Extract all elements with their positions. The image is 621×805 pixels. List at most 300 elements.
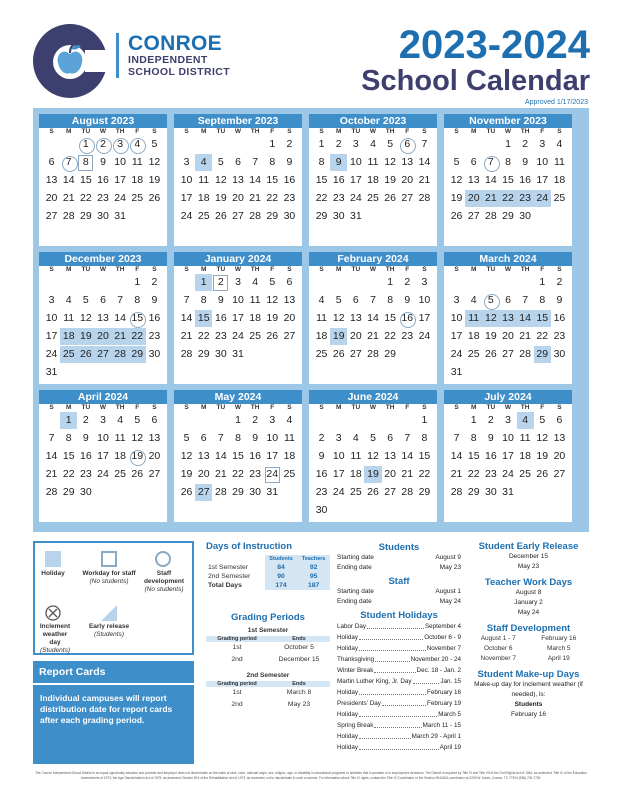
legend-staffdev-label: Staff development xyxy=(143,570,185,585)
page-title: School Calendar xyxy=(361,65,590,97)
weekday-header xyxy=(39,266,167,274)
day-cell: 19 xyxy=(148,174,161,186)
month-title: June 2024 xyxy=(309,390,437,404)
holiday-date: March 29 - April 1 xyxy=(411,733,461,740)
day-grid xyxy=(444,136,572,226)
legend-early-sub: (Students) xyxy=(94,631,124,638)
day-cell: 31 xyxy=(45,366,58,378)
day-cell: 23 xyxy=(553,330,566,342)
day-cell: 15 xyxy=(80,174,92,186)
day-cell: 7 xyxy=(482,154,499,171)
day-cell: 15 xyxy=(232,450,244,462)
sd-date: October 6 xyxy=(483,645,513,652)
day-cell: 22 xyxy=(232,468,244,480)
weekday-label: M xyxy=(66,266,72,273)
month-calendar xyxy=(174,390,302,522)
weekday-label: M xyxy=(336,266,342,273)
students-end xyxy=(337,563,461,573)
empty-cell xyxy=(112,274,129,291)
period: 2nd xyxy=(231,656,243,663)
day-cell: 23 xyxy=(315,486,328,498)
day-cell: 4 xyxy=(65,294,72,306)
empty-cell xyxy=(94,274,111,291)
day-cell: 16 xyxy=(553,312,566,324)
day-cell: 30 xyxy=(519,210,531,222)
day-cell: 15 xyxy=(62,450,75,462)
empty-cell xyxy=(465,136,482,153)
weekday-label: TH xyxy=(520,266,530,273)
weekday-label: M xyxy=(471,266,477,273)
weekday-header xyxy=(39,404,167,412)
day-cell: 19 xyxy=(180,468,193,480)
day-cell: 2 xyxy=(252,414,259,426)
day-cell: 23 xyxy=(80,468,92,480)
day-cell: 14 xyxy=(180,312,193,324)
dot-leader xyxy=(359,731,411,739)
day-cell: 29 xyxy=(80,210,92,222)
weekday-label: TH xyxy=(520,404,530,411)
day-cell: 26 xyxy=(131,468,144,480)
table-row xyxy=(206,687,330,699)
day-cell: 10 xyxy=(450,312,463,324)
month-title: November 2023 xyxy=(444,114,572,128)
day-cell: 23 xyxy=(249,468,261,480)
dot-leader xyxy=(374,665,415,673)
day-cell: 20 xyxy=(148,450,161,462)
day-cell: 8 xyxy=(134,294,141,306)
day-cell: 21 xyxy=(482,190,499,207)
day-cell: 7 xyxy=(421,138,428,150)
day-cell: 12 xyxy=(536,432,549,444)
student-holidays-title: Student Holidays xyxy=(360,610,438,621)
day-cell: 14 xyxy=(517,310,534,327)
day-cell: 11 xyxy=(249,294,261,306)
day-cell: 3 xyxy=(235,276,241,288)
district-name xyxy=(116,33,230,78)
weekday-header xyxy=(174,128,302,136)
day-cell: 7 xyxy=(453,432,460,444)
day-cell: 28 xyxy=(401,486,414,498)
day-cell: 7 xyxy=(48,432,55,444)
day-cell: 19 xyxy=(215,192,227,204)
day-cell: 30 xyxy=(332,210,345,222)
staff-start xyxy=(337,587,461,597)
day-cell: 27 xyxy=(94,346,111,363)
day-cell: 28 xyxy=(519,348,531,360)
day-cell: 15 xyxy=(315,174,328,186)
weekday-label: W xyxy=(99,266,107,273)
day-cell: 23 xyxy=(332,192,345,204)
day-cell: 8 xyxy=(470,432,477,444)
holiday-name: Holiday xyxy=(337,711,358,718)
empty-cell xyxy=(178,274,195,291)
holiday-name: Holiday xyxy=(337,634,358,641)
day-cell: 12 xyxy=(215,174,227,186)
day-cell: 30 xyxy=(80,486,92,498)
day-cell: 25 xyxy=(249,330,261,342)
day-cell: 21 xyxy=(367,330,379,342)
empty-cell xyxy=(212,136,229,153)
day-cell: 16 xyxy=(215,312,227,324)
legend-inclement xyxy=(37,623,73,655)
day-cell: 3 xyxy=(100,414,106,426)
day-cell: 10 xyxy=(332,450,345,462)
weekday-label: TU xyxy=(216,266,226,273)
day-cell: 7 xyxy=(217,432,224,444)
day-cell: 22 xyxy=(384,330,396,342)
day-cell: 28 xyxy=(485,210,497,222)
ends: December 15 xyxy=(278,656,320,663)
day-cell: 12 xyxy=(131,432,144,444)
day-cell: 26 xyxy=(536,468,549,480)
day-cell: 4 xyxy=(318,294,325,306)
instruction-table xyxy=(206,555,330,590)
day-cell: 20 xyxy=(94,328,111,345)
day-cell: 20 xyxy=(553,450,566,462)
day-cell: 31 xyxy=(266,486,279,498)
day-cell: 29 xyxy=(467,486,480,498)
month-calendar xyxy=(444,252,572,384)
day-cell: 13 xyxy=(499,310,516,327)
day-cell: 17 xyxy=(502,450,514,462)
day-cell: 8 xyxy=(200,294,207,306)
day-cell: 27 xyxy=(384,486,396,498)
day-cell: 4 xyxy=(286,414,293,426)
day-cell: 6 xyxy=(235,156,241,168)
weekday-header xyxy=(444,128,572,136)
day-cell: 13 xyxy=(553,432,566,444)
day-cell: 26 xyxy=(367,486,379,498)
holiday-list xyxy=(337,621,461,753)
students-header: Students xyxy=(265,555,297,563)
day-cell: 1 xyxy=(77,136,94,153)
day-cell: 26 xyxy=(215,210,227,222)
day-cell: 10 xyxy=(45,312,58,324)
day-cell: 27 xyxy=(232,210,244,222)
students-title: Students xyxy=(378,542,420,553)
weekday-label: W xyxy=(504,404,512,411)
holiday-row xyxy=(337,731,461,742)
legend-holiday: Holiday xyxy=(41,570,65,577)
day-cell: 29 xyxy=(232,486,244,498)
day-cell: 25 xyxy=(60,346,77,363)
staff-end xyxy=(337,597,461,607)
weekday-label: F xyxy=(405,128,410,135)
day-cell: 18 xyxy=(114,450,126,462)
ends: October 5 xyxy=(284,644,314,651)
day-cell: 1 xyxy=(235,414,241,426)
day-cell: 9 xyxy=(318,450,325,462)
day-cell: 4 xyxy=(129,136,146,153)
weekday-label: TH xyxy=(250,266,260,273)
weekday-label: S xyxy=(454,404,459,411)
day-cell: 11 xyxy=(316,312,328,324)
day-grid xyxy=(39,412,167,502)
day-cell: 25 xyxy=(315,348,328,360)
day-cell: 14 xyxy=(367,312,379,324)
day-cell: 16 xyxy=(80,450,92,462)
weekday-label: M xyxy=(471,404,477,411)
day-cell: 1 xyxy=(470,414,477,426)
holiday-date: Dec. 18 - Jan. 2 xyxy=(416,667,461,674)
day-cell: 4 xyxy=(352,432,359,444)
weekday-header xyxy=(444,404,572,412)
weekday-label: S xyxy=(287,128,292,135)
month-title: February 2024 xyxy=(309,252,437,266)
grading-period-header: Grading period xyxy=(217,636,257,642)
day-cell: 21 xyxy=(112,328,129,345)
empty-cell xyxy=(178,136,195,153)
weekday-label: S xyxy=(454,128,459,135)
grading-periods-title: Grading Periods xyxy=(231,612,305,623)
month-title: April 2024 xyxy=(39,390,167,404)
weekday-label: TH xyxy=(250,404,260,411)
day-cell: 22 xyxy=(536,330,549,342)
day-cell: 7 xyxy=(404,432,411,444)
day-cell: 25 xyxy=(131,192,144,204)
day-cell: 6 xyxy=(505,294,511,306)
teachers-header: Teachers xyxy=(297,555,330,563)
day-cell: 3 xyxy=(539,138,546,150)
day-cell: 29 xyxy=(266,210,279,222)
day-cell: 16 xyxy=(283,174,296,186)
table-row xyxy=(206,563,330,572)
day-cell: 26 xyxy=(148,192,161,204)
holiday-row xyxy=(337,720,461,731)
day-cell: 30 xyxy=(485,486,497,498)
day-cell: 29 xyxy=(129,346,146,363)
day-cell: 5 xyxy=(335,294,342,306)
day-cell: 31 xyxy=(502,486,514,498)
weekday-label: W xyxy=(504,128,512,135)
weekday-label: F xyxy=(540,404,545,411)
day-grid xyxy=(444,412,572,502)
day-cell: 24 xyxy=(232,330,244,342)
day-cell: 17 xyxy=(45,330,58,342)
day-cell: 15 xyxy=(266,174,279,186)
ends-header: Ends xyxy=(292,681,306,687)
weekday-label: F xyxy=(405,404,410,411)
day-cell: 12 xyxy=(332,312,345,324)
day-cell: 19 xyxy=(485,330,497,342)
day-cell: 31 xyxy=(350,210,362,222)
day-cell: 17 xyxy=(97,450,109,462)
day-cell: 21 xyxy=(45,468,58,480)
empty-cell xyxy=(212,412,229,429)
day-cell: 14 xyxy=(485,174,497,186)
holiday-row xyxy=(337,621,461,632)
day-cell: 8 xyxy=(387,294,394,306)
inclement-weather-icon xyxy=(45,605,61,621)
day-cell: 8 xyxy=(539,294,546,306)
dot-leader xyxy=(413,676,440,684)
holiday-name: Martin Luther King, Jr. Day xyxy=(337,678,412,685)
staff-development-dates xyxy=(468,634,589,664)
weekday-label: TU xyxy=(486,128,496,135)
day-cell: 17 xyxy=(418,312,431,324)
day-cell: 28 xyxy=(62,210,75,222)
holiday-date: February 19 xyxy=(427,700,461,707)
teachers-count: 92 xyxy=(297,563,330,572)
day-cell: 4 xyxy=(370,138,376,150)
weekday-label: S xyxy=(184,266,189,273)
day-cell: 1 xyxy=(195,274,212,291)
day-cell: 10 xyxy=(418,294,431,306)
day-cell: 1 xyxy=(539,276,546,288)
weekday-label: S xyxy=(557,266,562,273)
empty-cell xyxy=(517,274,534,291)
day-cell: 16 xyxy=(249,450,261,462)
day-cell: 2 xyxy=(212,274,229,291)
day-cell: 22 xyxy=(266,192,279,204)
day-cell: 26 xyxy=(384,192,396,204)
weekday-label: TU xyxy=(81,266,91,273)
weekday-label: S xyxy=(422,404,427,411)
day-grid xyxy=(309,136,437,226)
day-cell: 16 xyxy=(519,174,531,186)
day-cell: 3 xyxy=(335,432,342,444)
empty-cell xyxy=(330,274,347,291)
day-cell: 28 xyxy=(180,348,193,360)
holiday-name: Holiday xyxy=(337,733,358,740)
day-cell: 8 xyxy=(269,156,276,168)
day-cell: 6 xyxy=(387,432,394,444)
day-cell: 5 xyxy=(482,292,499,309)
month-calendar xyxy=(39,390,167,522)
day-cell: 10 xyxy=(266,432,279,444)
day-cell: 27 xyxy=(401,192,414,204)
weekday-label: TH xyxy=(385,404,395,411)
day-cell: 13 xyxy=(384,450,396,462)
day-cell: 14 xyxy=(418,156,431,168)
month-calendar xyxy=(444,114,572,246)
month-title: December 2023 xyxy=(39,252,167,266)
dot-leader xyxy=(359,687,426,695)
day-cell: 5 xyxy=(134,414,141,426)
day-cell: 8 xyxy=(65,432,72,444)
day-cell: 6 xyxy=(556,414,563,426)
day-cell: 18 xyxy=(519,450,531,462)
day-cell: 31 xyxy=(450,366,463,378)
day-cell: 15 xyxy=(418,450,431,462)
day-cell: 21 xyxy=(519,330,531,342)
holiday-date: February 16 xyxy=(427,689,461,696)
day-cell: 7 xyxy=(252,156,259,168)
holiday-row xyxy=(337,742,461,753)
value: May 23 xyxy=(439,564,461,571)
weekday-label: TU xyxy=(81,128,91,135)
weekday-label: F xyxy=(135,404,140,411)
makeup-days-title: Student Make-up Days xyxy=(477,669,580,680)
day-cell: 4 xyxy=(517,412,534,429)
empty-cell xyxy=(195,136,212,153)
calendar-panel xyxy=(33,108,589,532)
day-cell: 18 xyxy=(553,174,566,186)
weekday-header xyxy=(309,404,437,412)
day-cell: 17 xyxy=(350,174,362,186)
day-cell: 11 xyxy=(367,156,379,168)
empty-cell xyxy=(364,274,381,291)
weekday-label: M xyxy=(336,128,342,135)
day-cell: 23 xyxy=(485,468,497,480)
day-cell: 4 xyxy=(470,294,477,306)
day-cell: 16 xyxy=(399,310,416,327)
empty-cell xyxy=(60,136,77,153)
day-cell: 22 xyxy=(197,330,210,342)
day-cell: 13 xyxy=(283,294,296,306)
holiday-date: April 19 xyxy=(439,744,461,751)
day-cell: 25 xyxy=(519,468,531,480)
legend-workday xyxy=(81,570,137,586)
weekday-label: S xyxy=(49,128,54,135)
day-cell: 29 xyxy=(534,346,551,363)
day-cell: 20 xyxy=(232,192,244,204)
day-cell: 6 xyxy=(100,294,106,306)
work-day-date: August 8 xyxy=(515,589,542,596)
staff-development-title: Staff Development xyxy=(486,623,571,634)
students-count: 90 xyxy=(265,572,297,581)
day-cell: 2 xyxy=(82,414,89,426)
dot-leader xyxy=(382,698,426,706)
day-cell: 5 xyxy=(269,276,276,288)
day-cell: 25 xyxy=(350,486,362,498)
sd-date: April 19 xyxy=(547,655,570,662)
weekday-label: TU xyxy=(216,128,226,135)
day-cell: 30 xyxy=(553,348,566,360)
day-cell: 9 xyxy=(487,432,494,444)
weekday-label: S xyxy=(557,128,562,135)
weekday-label: W xyxy=(369,128,377,135)
teachers-count: 187 xyxy=(297,581,330,590)
empty-cell xyxy=(43,274,60,291)
month-grid xyxy=(39,114,583,522)
day-cell: 3 xyxy=(112,136,129,153)
label: Ending date xyxy=(337,598,372,605)
day-cell: 18 xyxy=(131,174,144,186)
day-cell: 21 xyxy=(180,330,193,342)
day-cell: 15 xyxy=(195,310,212,327)
period: 1st xyxy=(232,644,242,651)
day-cell: 26 xyxy=(77,346,94,363)
day-cell: 27 xyxy=(467,210,480,222)
day-cell: 26 xyxy=(180,486,193,498)
weekday-label: S xyxy=(287,404,292,411)
early-release-title: Student Early Release xyxy=(478,541,579,552)
day-cell: 11 xyxy=(465,310,482,327)
holiday-row xyxy=(337,632,461,643)
day-cell: 9 xyxy=(286,156,293,168)
report-cards-box xyxy=(33,661,194,764)
day-cell: 24 xyxy=(534,190,551,207)
legend xyxy=(33,541,194,655)
day-cell: 27 xyxy=(148,468,161,480)
day-cell: 20 xyxy=(465,190,482,207)
holiday-date: March 5 xyxy=(438,711,461,718)
day-cell: 28 xyxy=(418,192,431,204)
day-cell: 18 xyxy=(60,328,77,345)
day-cell: 18 xyxy=(315,330,328,342)
day-cell: 24 xyxy=(450,348,463,360)
ends: March 8 xyxy=(286,689,312,696)
day-cell: 18 xyxy=(467,330,480,342)
day-cell: 24 xyxy=(332,486,345,498)
weekday-label: M xyxy=(471,128,477,135)
weekday-label: TU xyxy=(216,404,226,411)
day-cell: 28 xyxy=(112,346,129,363)
weekday-label: TH xyxy=(250,128,260,135)
weekday-label: TH xyxy=(520,128,530,135)
day-cell: 19 xyxy=(129,448,146,465)
